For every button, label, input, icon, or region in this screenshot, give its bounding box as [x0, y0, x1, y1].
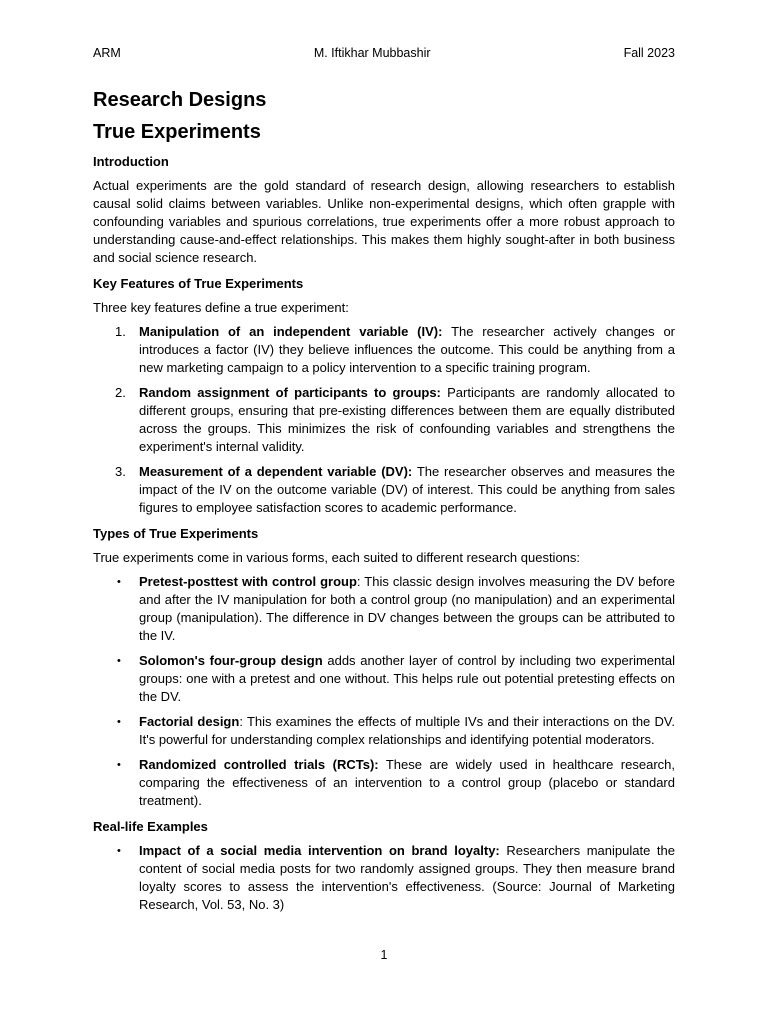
bullet-icon: •	[117, 716, 121, 728]
list-item-term: Random assignment of participants to groups:	[139, 385, 441, 400]
list-item	[93, 463, 675, 517]
page-header	[93, 44, 675, 62]
list-item-text: These are widely used in healthcare research, comparing the effectiveness of an intervention to a control group (placebo or standard treatment).	[139, 757, 675, 808]
bullet-icon: •	[117, 759, 121, 771]
bullet-icon: •	[117, 845, 121, 857]
list-item-term: Solomon's four-group design	[139, 653, 323, 668]
list-item-text: Researchers manipulate the content of social media posts for two randomly assigned groups. They then measure brand loyalty scores to assess the intervention's effectiveness. (Source: Journal of Marketing Research, Vol. 53, No. 3)	[139, 843, 675, 912]
header-term: Fall 2023	[623, 46, 675, 60]
list-item	[93, 652, 675, 706]
document-title: Research Designs	[93, 89, 267, 111]
page-number: 1	[380, 948, 388, 962]
list-item-term: Manipulation of an independent variable (IV):	[139, 324, 443, 339]
list-item-term: Pretest-posttest with control group	[139, 574, 357, 589]
list-item	[93, 384, 675, 456]
examples-list	[93, 842, 675, 914]
examples-heading: Real-life Examples	[93, 819, 208, 834]
header-course: ARM	[93, 46, 121, 60]
key-features-heading: Key Features of True Experiments	[93, 276, 304, 291]
list-number: 2.	[115, 385, 126, 400]
list-number: 3.	[115, 464, 126, 479]
list-item	[93, 323, 675, 377]
key-features-list	[93, 323, 675, 517]
list-item	[93, 842, 675, 914]
list-item-text: Participants are randomly allocated to different groups, ensuring that pre-existing differences between them are equally distributed across the groups. This minimizes the risk of confounding variables and strengthens the experiment's internal validity.	[139, 385, 675, 454]
list-item-text: : This classic design involves measuring the DV before and after the IV manipulation for both a control group (no manipulation) and an experimental group (manipulation). The difference in DV changes between the groups can be attributed to the IV.	[139, 574, 675, 643]
list-item-term: Factorial design	[139, 714, 240, 729]
list-item-text: The researcher observes and measures the impact of the IV on the outcome variable (DV) of interest. This could be anything from sales figures to employee satisfaction scores to academic performance.	[139, 464, 675, 515]
intro-heading: Introduction	[93, 154, 169, 169]
list-item-text: The researcher actively changes or introduces a factor (IV) they believe influences the outcome. This could be anything from a new marketing campaign to a policy intervention to a specific training program.	[139, 324, 675, 375]
bullet-icon: •	[117, 655, 121, 667]
list-item-term: Impact of a social media intervention on brand loyalty:	[139, 843, 500, 858]
key-features-lead: Three key features define a true experiment:	[93, 300, 349, 315]
list-item-text: : This examines the effects of multiple IVs and their interactions on the DV. It's powerful for understanding complex relationships and identifying potential moderators.	[139, 714, 675, 747]
bullet-icon: •	[117, 576, 121, 588]
list-item	[93, 713, 675, 749]
list-item	[93, 756, 675, 810]
list-item-term: Randomized controlled trials (RCTs):	[139, 757, 379, 772]
list-item-text: adds another layer of control by including two experimental groups: one with a pretest and one without. This helps rule out potential pretesting effects on the DV.	[139, 653, 676, 704]
intro-paragraph: Actual experiments are the gold standard of research design, allowing researchers to establish causal solid claims between variables. Unlike non-experimental designs, which often grapple with confounding variables and spurious correlations, true experiments offer a more robust approach to understanding cause-and-effect relationships. This makes them highly sought-after in both business and social science research.	[93, 178, 675, 265]
types-list	[93, 573, 675, 810]
list-item	[93, 573, 675, 645]
header-author: M. Iftikhar Mubbashir	[313, 46, 431, 60]
list-item-term: Measurement of a dependent variable (DV):	[139, 464, 413, 479]
types-lead: True experiments come in various forms, each suited to different research questions:	[93, 550, 581, 565]
types-heading: Types of True Experiments	[93, 526, 259, 541]
document-page	[93, 44, 675, 921]
list-number: 1.	[115, 324, 126, 339]
document-subtitle: True Experiments	[93, 121, 261, 143]
